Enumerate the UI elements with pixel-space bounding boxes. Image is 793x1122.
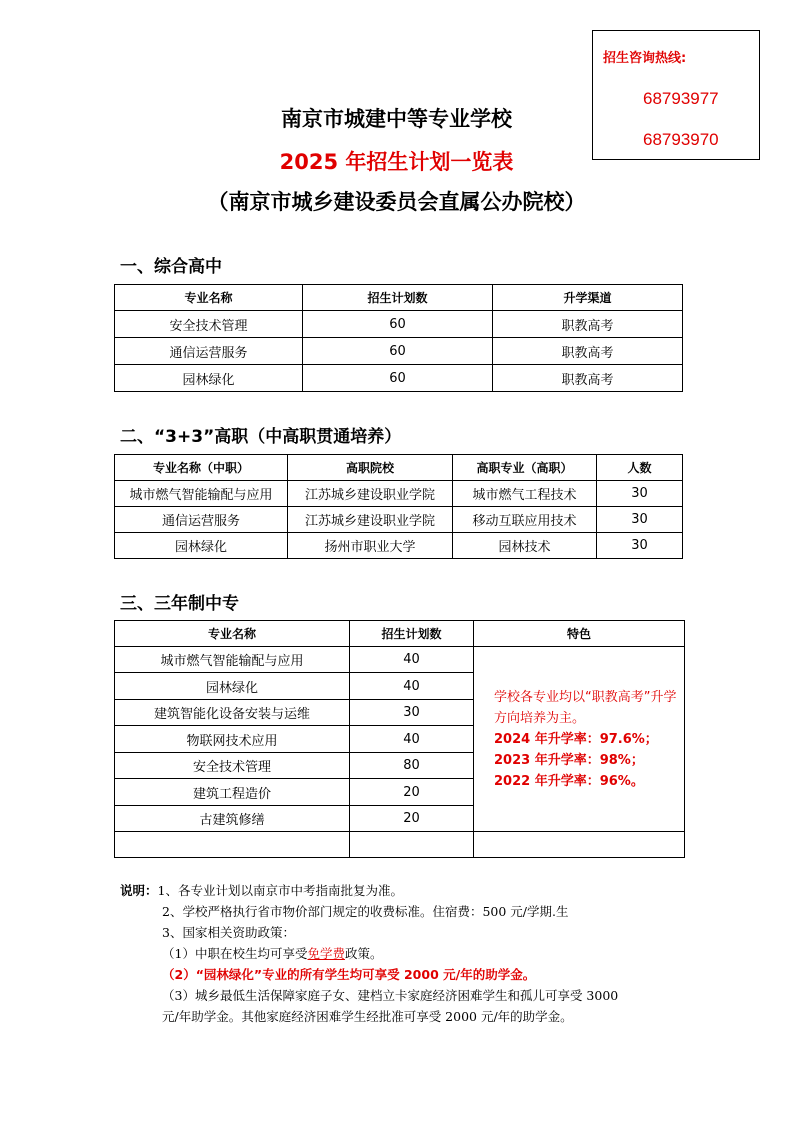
- note-3c-line1: （3）城乡最低生活保障家庭子女、建档立卡家庭经济困难学生和孤儿可享受 3000: [162, 988, 619, 1003]
- section2-heading: 二、“3+3”高职（中高职贯通培养）: [120, 427, 402, 447]
- table-cell: 职教高考: [493, 311, 683, 338]
- table-cell: 职教高考: [493, 365, 683, 392]
- table-cell: 江苏城乡建设职业学院: [288, 481, 453, 507]
- table-cell: 40: [350, 673, 474, 700]
- table-cell: 80: [350, 753, 474, 779]
- section2-table: [114, 454, 683, 559]
- table-cell: 通信运营服务: [115, 507, 288, 533]
- table-header: 专业名称（中职）: [115, 455, 288, 481]
- note-3a: [120, 943, 680, 964]
- table-cell: 城市燃气工程技术: [453, 481, 597, 507]
- table-row: [115, 338, 683, 365]
- table-cell: 职教高考: [493, 338, 683, 365]
- table-header: 特色: [474, 621, 685, 647]
- rate-2022: 2022 年升学率：96%。: [494, 773, 644, 789]
- table-cell: 安全技术管理: [115, 311, 303, 338]
- table-cell: 园林技术: [453, 533, 597, 559]
- table-cell: 古建筑修缮: [115, 806, 350, 832]
- table-cell: 安全技术管理: [115, 753, 350, 779]
- notes: [120, 880, 680, 1027]
- table-cell: 江苏城乡建设职业学院: [288, 507, 453, 533]
- hotline-box: [592, 30, 760, 160]
- table-header: 招生计划数: [303, 285, 493, 311]
- table-cell: 建筑智能化设备安装与运维: [115, 700, 350, 726]
- subtitle: （南京市城乡建设委员会直属公办院校）: [207, 190, 586, 214]
- table-cell: 建筑工程造价: [115, 779, 350, 806]
- table-cell: 30: [597, 507, 683, 533]
- feature-cell: [474, 647, 685, 832]
- note-1: 1、各专业计划以南京市中考指南批复为准。: [157, 883, 403, 898]
- section1-heading: 一、综合高中: [120, 257, 222, 277]
- note-3b: （2）“园林绿化”专业的所有学生均可享受 2000 元/年的助学金。: [162, 967, 536, 982]
- table-cell: 60: [303, 311, 493, 338]
- table-header: 高职院校: [288, 455, 453, 481]
- table-cell: 园林绿化: [115, 365, 303, 392]
- school-title: 南京市城建中等专业学校: [281, 107, 512, 131]
- table-row-empty: [115, 832, 685, 858]
- table-header: 升学渠道: [493, 285, 683, 311]
- note-3a-pre: （1）中职在校生均可享受: [162, 946, 308, 961]
- section1-table: [114, 284, 683, 392]
- section3-table: [114, 620, 685, 858]
- table-cell: 40: [350, 726, 474, 753]
- table-cell: 物联网技术应用: [115, 726, 350, 753]
- table-row: [115, 647, 685, 673]
- table-cell: 城市燃气智能输配与应用: [115, 647, 350, 673]
- note-3c-line2: 元/年助学金。其他家庭经济困难学生经批准可享受 2000 元/年的助学金。: [162, 1009, 573, 1024]
- note-3a-post: 政策。: [344, 946, 383, 961]
- section3-heading: 三、三年制中专: [120, 594, 239, 614]
- table-cell: [350, 832, 474, 858]
- hotline-number-1: 68793977: [643, 89, 719, 108]
- table-cell: 通信运营服务: [115, 338, 303, 365]
- table-cell: 扬州市职业大学: [288, 533, 453, 559]
- note-3: 3、国家相关资助政策：: [162, 925, 295, 940]
- table-header: 高职专业（高职）: [453, 455, 597, 481]
- table-cell: [115, 832, 350, 858]
- notes-label: 说明：: [120, 883, 158, 898]
- rate-2024: 2024 年升学率：97.6%；: [494, 731, 658, 747]
- table-cell: [474, 832, 685, 858]
- table-cell: 60: [303, 365, 493, 392]
- table-cell: 20: [350, 806, 474, 832]
- hotline-label: 招生咨询热线:: [603, 51, 687, 66]
- table-cell: 园林绿化: [115, 673, 350, 700]
- table-row: [115, 533, 683, 559]
- table-row: [115, 365, 683, 392]
- note-2: 2、学校严格执行省市物价部门规定的收费标准。住宿费：500 元/学期.生: [162, 904, 569, 919]
- table-header: 招生计划数: [350, 621, 474, 647]
- table-row: [115, 311, 683, 338]
- table-row: [115, 507, 683, 533]
- table-cell: 40: [350, 647, 474, 673]
- table-cell: 60: [303, 338, 493, 365]
- table-cell: 30: [597, 481, 683, 507]
- plan-title: 2025 年招生计划一览表: [279, 150, 514, 174]
- table-cell: 30: [597, 533, 683, 559]
- table-header: 专业名称: [115, 621, 350, 647]
- rate-2023: 2023 年升学率：98%；: [494, 752, 644, 768]
- table-cell: 园林绿化: [115, 533, 288, 559]
- hotline-number-2: 68793970: [643, 130, 719, 149]
- table-cell: 城市燃气智能输配与应用: [115, 481, 288, 507]
- table-cell: 20: [350, 779, 474, 806]
- feature-text-1: 学校各专业均以“职教高考”升学方向培养为主。: [494, 689, 677, 726]
- table-header: 专业名称: [115, 285, 303, 311]
- table-header: 人数: [597, 455, 683, 481]
- table-row: [115, 481, 683, 507]
- table-cell: 30: [350, 700, 474, 726]
- table-cell: 移动互联应用技术: [453, 507, 597, 533]
- note-3a-emph: 免学费: [307, 946, 345, 961]
